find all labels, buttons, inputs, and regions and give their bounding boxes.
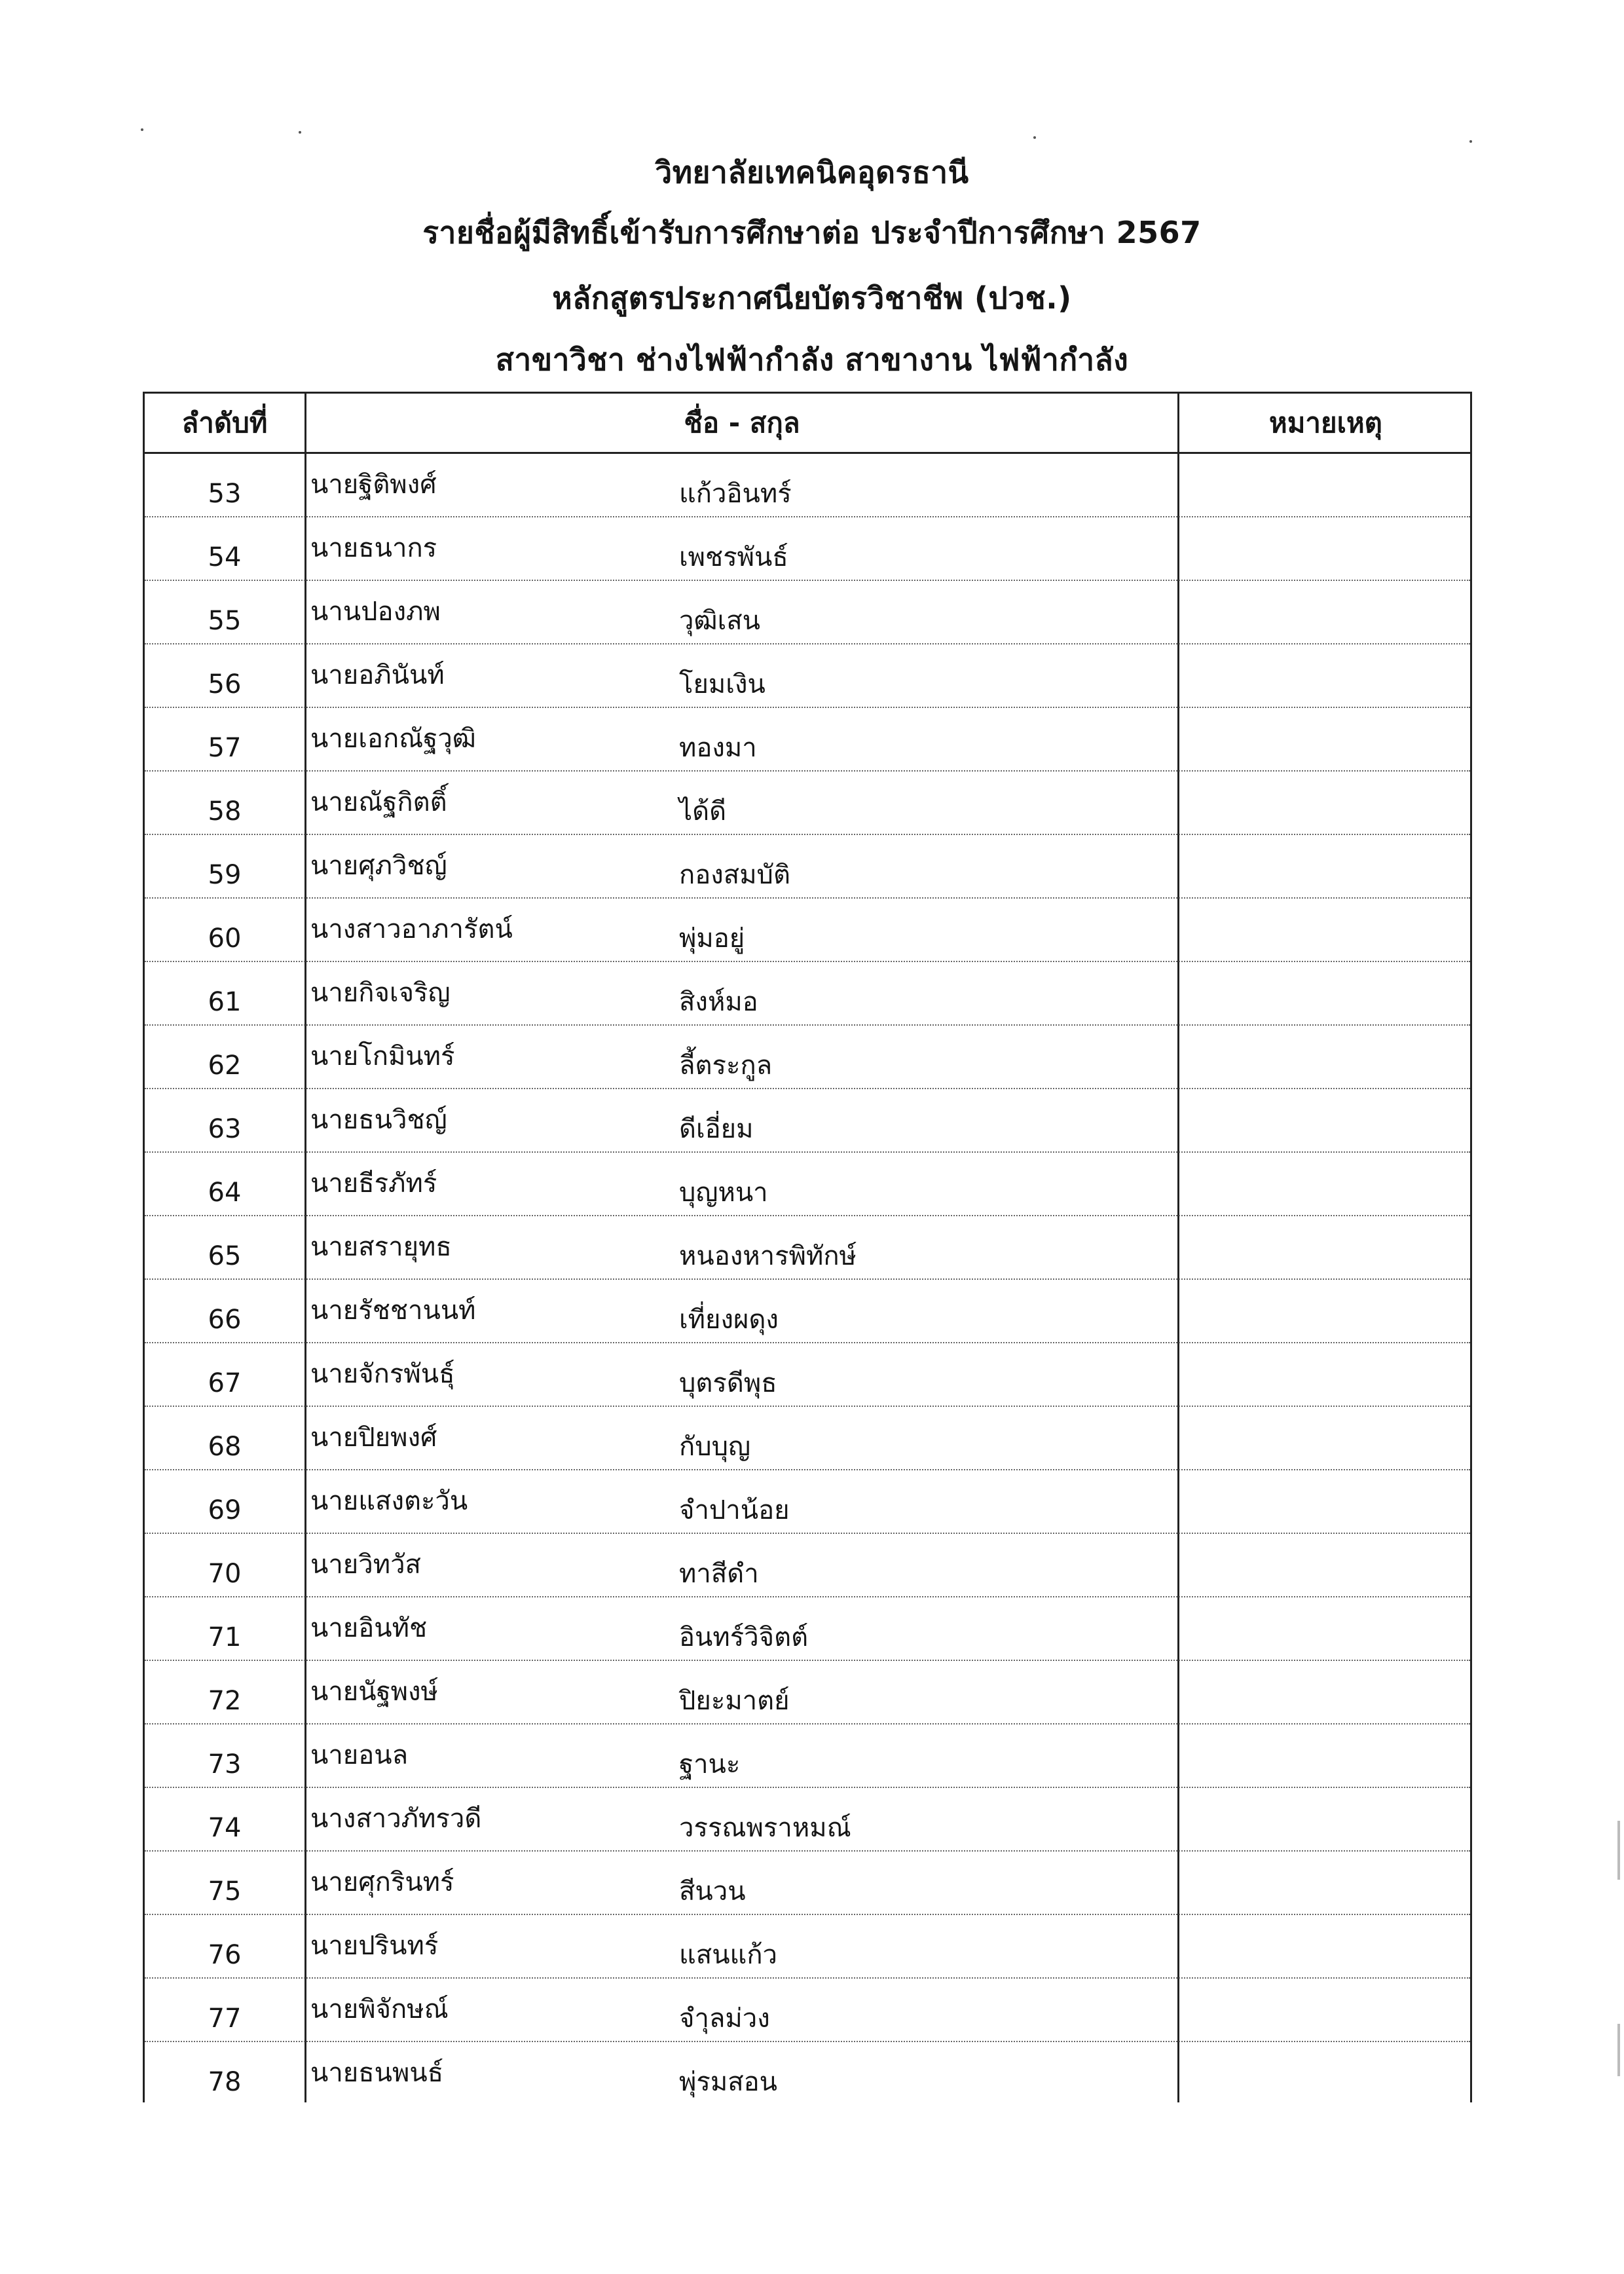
student-list-table (143, 392, 1472, 2102)
table-row (145, 1153, 1470, 1216)
table-row (145, 899, 1470, 962)
remark (1179, 835, 1472, 897)
last-name: ลี้ตระกูล (679, 1051, 773, 1081)
last-name: กองสมบัติ (679, 860, 790, 890)
table-row (145, 1470, 1470, 1534)
table-row (145, 1852, 1470, 1915)
remark (1179, 1979, 1472, 2041)
remark (1179, 899, 1472, 961)
first-name: นายรัชชานนท์ (310, 1295, 476, 1326)
last-name: อินทร์วิจิตต์ (679, 1622, 809, 1652)
last-name: ฐานะ (679, 1749, 741, 1780)
table-body (145, 454, 1470, 2106)
table-row (145, 517, 1470, 581)
remark (1179, 1343, 1472, 1406)
first-name: นายณัฐกิตติ์ (310, 787, 447, 817)
first-name: นายแสงตะวัน (310, 1486, 468, 1516)
table-row (145, 1026, 1470, 1089)
table-row (145, 708, 1470, 772)
first-name: นายธนพนธ์ (310, 2058, 444, 2088)
scan-edge-mark (1617, 2024, 1620, 2076)
remark (1179, 1026, 1472, 1088)
first-name: นายธีรภัทร์ (310, 1168, 437, 1199)
last-name: แสนแก้ว (679, 1940, 777, 1970)
remark (1179, 1534, 1472, 1596)
last-name: ปิยะมาตย์ (679, 1686, 790, 1716)
scan-edge-mark (1617, 1821, 1620, 1880)
first-name: นายธนากร (310, 533, 437, 563)
last-name: หนองหารพิทักษ์ (679, 1241, 857, 1271)
first-name: นายนัฐพงษ์ (310, 1677, 438, 1707)
table-row (145, 1343, 1470, 1407)
row-number: 70 (208, 1559, 242, 1589)
table-row (145, 1788, 1470, 1852)
first-name: นายปรินทร์ (310, 1931, 439, 1961)
scan-speck (299, 131, 301, 134)
last-name: บุญหนา (679, 1178, 768, 1208)
remark (1179, 1852, 1472, 1914)
last-name: จำปาน้อย (679, 1495, 790, 1525)
last-name: เพชรพันธ์ (679, 542, 788, 572)
row-number: 68 (208, 1432, 242, 1462)
first-name: นายธนวิชญ์ (310, 1105, 447, 1135)
row-number: 72 (208, 1686, 242, 1716)
last-name: พุ่มอยู่ (679, 923, 745, 954)
column-header-number: ลำดับที่ (181, 407, 268, 439)
remark (1179, 1407, 1472, 1469)
last-name: บุตรดีพุธ (679, 1368, 777, 1398)
table-row (145, 1216, 1470, 1280)
table-row (145, 772, 1470, 835)
row-number: 73 (208, 1749, 242, 1780)
last-name: วรรณพราหมณ์ (679, 1813, 851, 1843)
row-number: 74 (208, 1813, 242, 1843)
row-number: 57 (208, 733, 242, 763)
table-row (145, 581, 1470, 644)
first-name: นายพิจักษณ์ (310, 1994, 449, 2024)
first-name: นายวิทวัส (310, 1550, 421, 1580)
remark (1179, 1470, 1472, 1533)
list-title: รายชื่อผู้มีสิทธิ์เข้ารับการศึกษาต่อ ประจำปีการศึกษา 2567 (422, 215, 1202, 250)
last-name: ดีเอี่ยม (679, 1114, 754, 1144)
remark (1179, 581, 1472, 643)
scan-speck (1469, 140, 1472, 143)
remark (1179, 962, 1472, 1024)
row-number: 66 (208, 1305, 242, 1335)
row-number: 61 (208, 987, 242, 1017)
remark (1179, 708, 1472, 770)
row-number: 54 (208, 542, 242, 572)
first-name: นายอภินันท์ (310, 660, 445, 690)
scan-speck (1033, 136, 1036, 139)
table-row (145, 1979, 1470, 2042)
first-name: นายโกมินทร์ (310, 1041, 455, 1072)
first-name: นายปิยพงศ์ (310, 1423, 437, 1453)
last-name: สีนวน (679, 1876, 746, 1907)
remark (1179, 1724, 1472, 1787)
remark (1179, 1216, 1472, 1278)
table-row (145, 1597, 1470, 1661)
remark (1179, 1153, 1472, 1215)
row-number: 71 (208, 1622, 242, 1652)
remark (1179, 1915, 1472, 1977)
first-name: นายกิจเจริญ (310, 978, 451, 1008)
row-number: 65 (208, 1241, 242, 1271)
remark (1179, 1280, 1472, 1342)
last-name: สิงห์มอ (679, 987, 758, 1017)
table-row (145, 1280, 1470, 1343)
row-number: 76 (208, 1940, 242, 1970)
first-name: นายสรายุทธ (310, 1232, 452, 1262)
last-name: วุฒิเสน (679, 606, 761, 636)
row-number: 58 (208, 796, 242, 827)
table-row (145, 1724, 1470, 1788)
table-row (145, 835, 1470, 899)
row-number: 69 (208, 1495, 242, 1525)
remark (1179, 644, 1472, 707)
remark (1179, 454, 1472, 516)
remark (1179, 1788, 1472, 1850)
first-name: นายศุภวิชญ์ (310, 851, 447, 881)
remark (1179, 772, 1472, 834)
table-header (145, 394, 1470, 454)
table-row (145, 1407, 1470, 1470)
table-row (145, 2042, 1470, 2106)
first-name: นางสาวภัทรวดี (310, 1804, 482, 1834)
last-name: โยมเงิน (679, 669, 766, 699)
table-row (145, 644, 1470, 708)
table-row (145, 1915, 1470, 1979)
remark (1179, 517, 1472, 580)
first-name: นานปองภพ (310, 597, 441, 627)
row-number: 62 (208, 1051, 242, 1081)
column-header-name: ชื่อ - สกุล (684, 407, 800, 439)
row-number: 77 (208, 2004, 242, 2034)
column-header-remark: หมายเหตุ (1269, 407, 1382, 439)
row-number: 59 (208, 860, 242, 890)
row-number: 64 (208, 1178, 242, 1208)
row-number: 55 (208, 606, 242, 636)
remark (1179, 1597, 1472, 1660)
remark (1179, 2042, 1472, 2104)
first-name: นายจักรพันธุ์ (310, 1359, 455, 1389)
table-row (145, 1661, 1470, 1724)
last-name: จำุลม่วง (679, 2004, 770, 2034)
remark (1179, 1089, 1472, 1151)
program-title: หลักสูตรประกาศนียบัตรวิชาชีพ (ปวช.) (552, 280, 1072, 316)
last-name: แก้วอินทร์ (679, 479, 792, 509)
last-name: เที่ยงผดุง (679, 1305, 779, 1335)
first-name: นายเอกณัฐวุฒิ (310, 724, 476, 754)
first-name: นายอนล (310, 1740, 409, 1770)
major-title: สาขาวิชา ช่างไฟฟ้ากำลัง สาขางาน ไฟฟ้ากำลัง (495, 342, 1129, 377)
table-row (145, 1534, 1470, 1597)
last-name: ได้ดี (679, 796, 727, 827)
remark (1179, 1661, 1472, 1723)
last-name: ทองมา (679, 733, 757, 763)
first-name: นายอินทัช (310, 1613, 428, 1643)
college-title: วิทยาลัยเทคนิคอุดรธานี (655, 155, 969, 190)
row-number: 67 (208, 1368, 242, 1398)
first-name: นายฐิติพงศ์ (310, 470, 437, 500)
last-name: กับบุญ (679, 1432, 751, 1462)
row-number: 56 (208, 669, 242, 699)
first-name: นายศุกรินทร์ (310, 1867, 454, 1897)
last-name: ทาสีดำ (679, 1559, 759, 1589)
row-number: 53 (208, 479, 242, 509)
table-row (145, 454, 1470, 517)
first-name: นางสาวอาภารัตน์ (310, 914, 513, 944)
table-row (145, 962, 1470, 1026)
row-number: 63 (208, 1114, 242, 1144)
row-number: 78 (208, 2067, 242, 2097)
table-row (145, 1089, 1470, 1153)
scan-speck (141, 128, 143, 131)
row-number: 60 (208, 923, 242, 954)
row-number: 75 (208, 1876, 242, 1907)
last-name: พุ่รมสอน (679, 2067, 777, 2097)
